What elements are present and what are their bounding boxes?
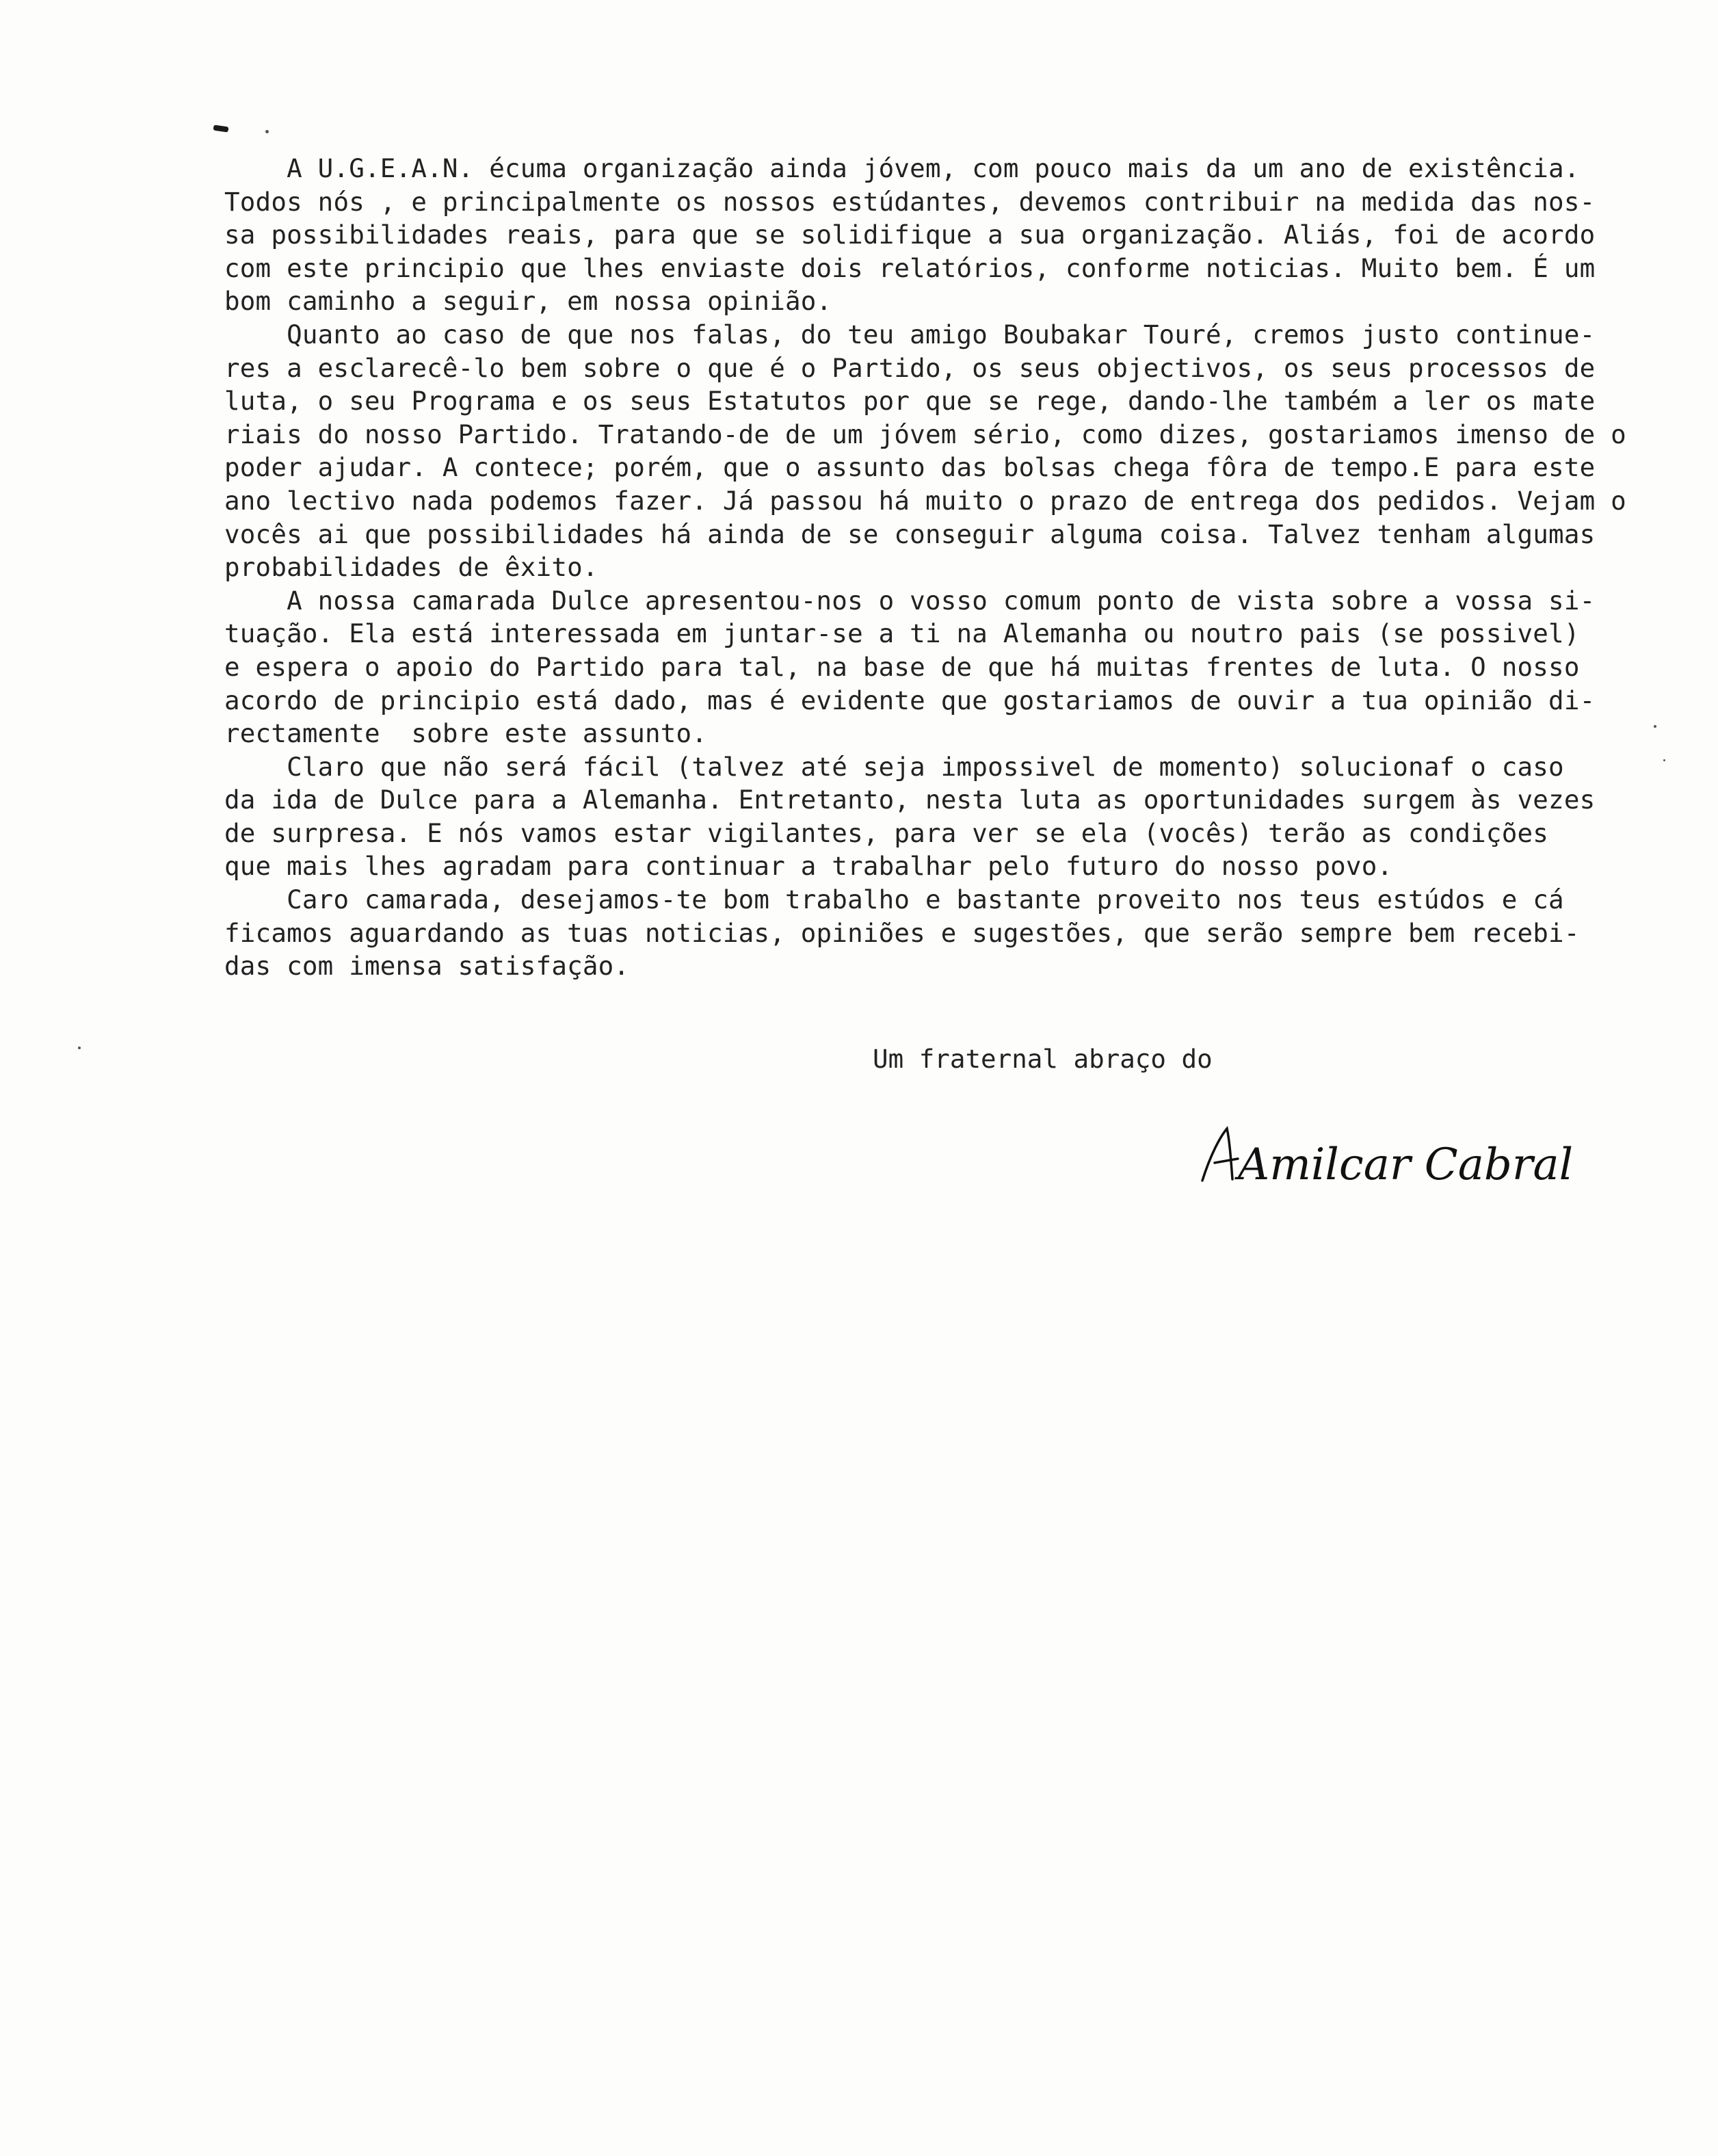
text-line: Todos nós , e principalmente os nossos estúdantes, devemos contribuir na medida das nos- (224, 186, 1596, 217)
text-line: da ida de Dulce para a Alemanha. Entretanto, nesta luta as oportunidades surgem às vezes (224, 785, 1596, 815)
text-line: probabilidades de êxito. (224, 552, 598, 583)
signature (1190, 1114, 1574, 1202)
paragraph-4 (224, 750, 1667, 883)
text-line: Quanto ao caso de que nos falas, do teu amigo Boubakar Touré, cremos justo continue- (224, 319, 1596, 350)
paragraph-5 (224, 883, 1667, 983)
text-line: ano lectivo nada podemos fazer. Já passou há muito o prazo de entrega dos pedidos. Vejam o (224, 485, 1626, 516)
text-line: A U.G.E.A.N. écuma organização ainda jóvem, com pouco mais da um ano de existência. (224, 153, 1580, 183)
text-line: vocês ai que possibilidades há ainda de se conseguir alguma coisa. Talvez tenham algumas (224, 518, 1596, 549)
paragraph-1 (224, 152, 1667, 318)
paragraph-2 (224, 318, 1667, 584)
text-line: ficamos aguardando as tuas noticias, opiniões e sugestões, que serão sempre bem recebi- (224, 917, 1580, 948)
signature-graphic (1190, 1114, 1574, 1202)
text-line: Caro camarada, desejamos-te bom trabalho e bastante proveito nos teus estúdos e cá (224, 884, 1564, 915)
closing-line: Um fraternal abraço do (873, 1044, 1213, 1074)
text-line: riais do nosso Partido. Tratando-de de um jóvem sério, como dizes, gostariamos imenso de o (224, 419, 1626, 449)
text-line: que mais lhes agradam para continuar a trabalhar pelo futuro do nosso povo. (224, 851, 1393, 882)
text-line: A nossa camarada Dulce apresentou-nos o vosso comum ponto de vista sobre a vossa si- (224, 585, 1596, 616)
text-line: res a esclarecê-lo bem sobre o que é o Partido, os seus objectivos, os seus processos de (224, 352, 1596, 383)
text-line: Claro que não será fácil (talvez até seja impossivel de momento) solucionaf o caso (224, 751, 1564, 782)
speck (1663, 759, 1665, 761)
text-line: e espera o apoio do Partido para tal, na base de que há muitas frentes de luta. O nosso (224, 651, 1580, 682)
letter-body (224, 152, 1667, 983)
speck (1654, 725, 1656, 728)
text-line: acordo de principio está dado, mas é evidente que gostariamos de ouvir a tua opinião di- (224, 685, 1596, 715)
text-line: poder ajudar. A contece; porém, que o assunto das bolsas chega fôra de tempo.E para este (224, 452, 1596, 483)
paragraph-3 (224, 584, 1667, 750)
speck (78, 1047, 81, 1049)
signature-text: Amilcar Cabral (1238, 1140, 1574, 1190)
text-line: sa possibilidades reais, para que se solidifique a sua organização. Aliás, foi de acordo (224, 220, 1596, 250)
text-line: tuação. Ela está interessada em juntar-se a ti na Alemanha ou noutro pais (se possivel) (224, 618, 1580, 649)
text-line: bom caminho a seguir, em nossa opinião. (224, 286, 832, 317)
text-line: luta, o seu Programa e os seus Estatutos por que se rege, dando-lhe também a ler os mate (224, 386, 1596, 417)
text-line: das com imensa satisfação. (224, 951, 630, 982)
text-line: de surpresa. E nós vamos estar vigilantes, para ver se ela (vocês) terão as condições (224, 817, 1549, 848)
text-line: rectamente sobre este assunto. (224, 718, 708, 749)
text-line: com este principio que lhes enviaste dois relatórios, conforme noticias. Muito bem. É um (224, 252, 1596, 283)
ink-mark (213, 125, 229, 133)
speck (265, 130, 269, 133)
